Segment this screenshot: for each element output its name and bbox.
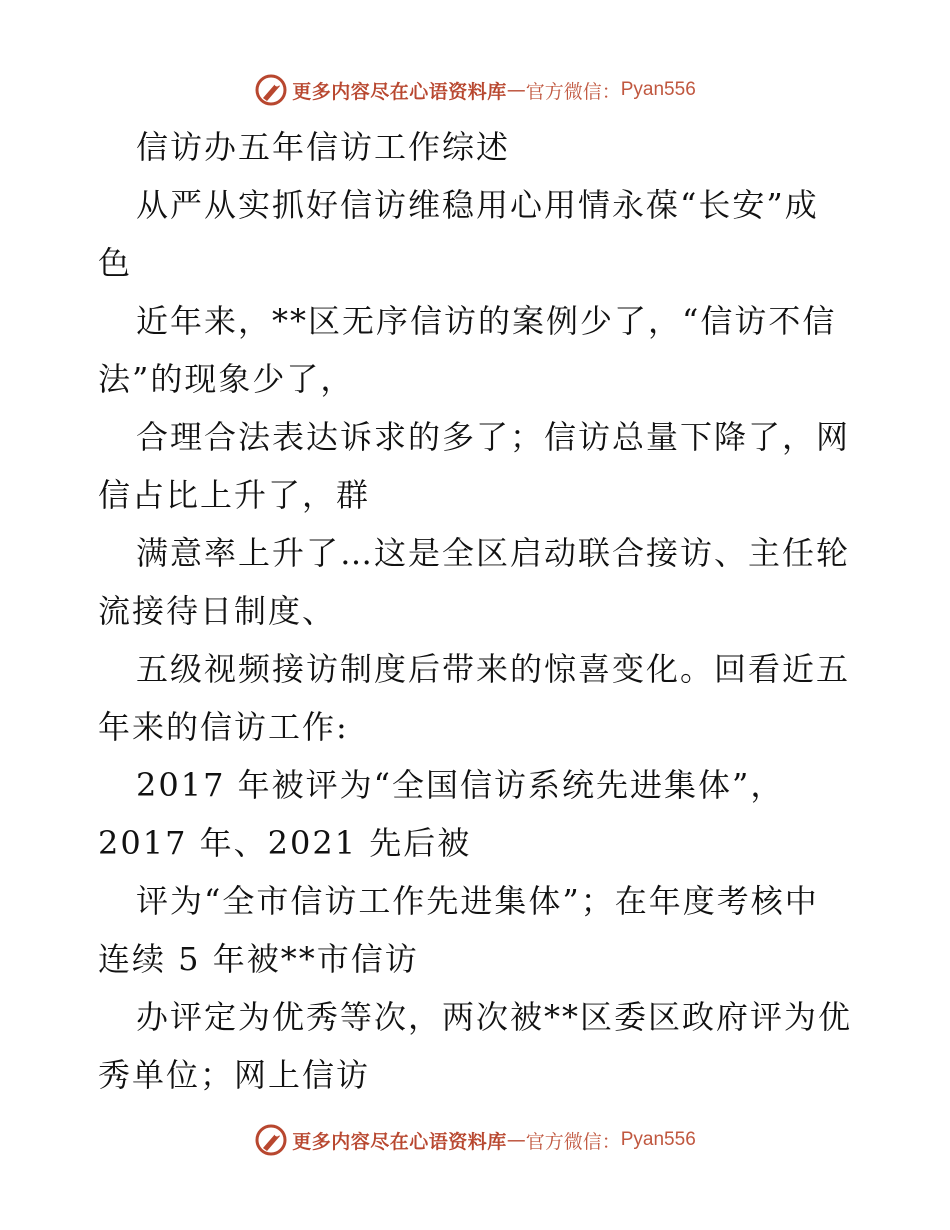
watermark-wechat-id: Pyan556 (620, 1129, 696, 1150)
pen-logo-icon (254, 73, 288, 107)
body-line: 2017 年被评为“全国信访系统先进集体”， (136, 766, 785, 804)
watermark-main-text: 更多内容尽在心语资料库 (292, 80, 507, 103)
body-line: 法”的现象少了， (98, 360, 355, 398)
footer-watermark (0, 1120, 950, 1160)
body-line: 近年来，**区无序信访的案例少了，“信访不信 (136, 302, 837, 340)
watermark-dash: — (506, 1129, 526, 1151)
body-line: 合理合法表达诉求的多了；信访总量下降了，网 (136, 418, 851, 456)
body-line: 评为“全市信访工作先进集体”；在年度考核中 (136, 882, 819, 920)
body-line: 流接待日制度、 (98, 592, 337, 630)
watermark-wechat-id: Pyan556 (620, 79, 696, 100)
pen-logo-icon (254, 1123, 288, 1157)
watermark-dash: — (506, 79, 526, 101)
header-watermark (0, 70, 950, 110)
watermark-wechat-label: 官方微信： (525, 80, 621, 103)
watermark-wechat-label: 官方微信： (525, 1130, 621, 1153)
body-line: 满意率上升了…这是全区启动联合接访、主任轮 (136, 534, 851, 572)
body-line: 年来的信访工作: (98, 708, 349, 746)
body-line: 五级视频接访制度后带来的惊喜变化。回看近五 (136, 650, 851, 688)
document-subtitle-line-1: 从严从实抓好信访维稳用心用情永葆“长安”成 (136, 186, 819, 224)
document-title: 信访办五年信访工作综述 (136, 128, 511, 166)
body-line: 办评定为优秀等次，两次被**区委区政府评为优 (136, 998, 853, 1036)
body-line: 信占比上升了，群 (98, 476, 371, 514)
document-subtitle-line-2: 色 (98, 244, 133, 282)
body-line: 秀单位；网上信访 (98, 1056, 371, 1094)
body-line: 2017 年、2021 先后被 (98, 824, 472, 862)
watermark-main-text: 更多内容尽在心语资料库 (292, 1130, 507, 1153)
document-body (98, 118, 858, 1104)
body-line: 连续 5 年被**市信访 (98, 940, 419, 978)
